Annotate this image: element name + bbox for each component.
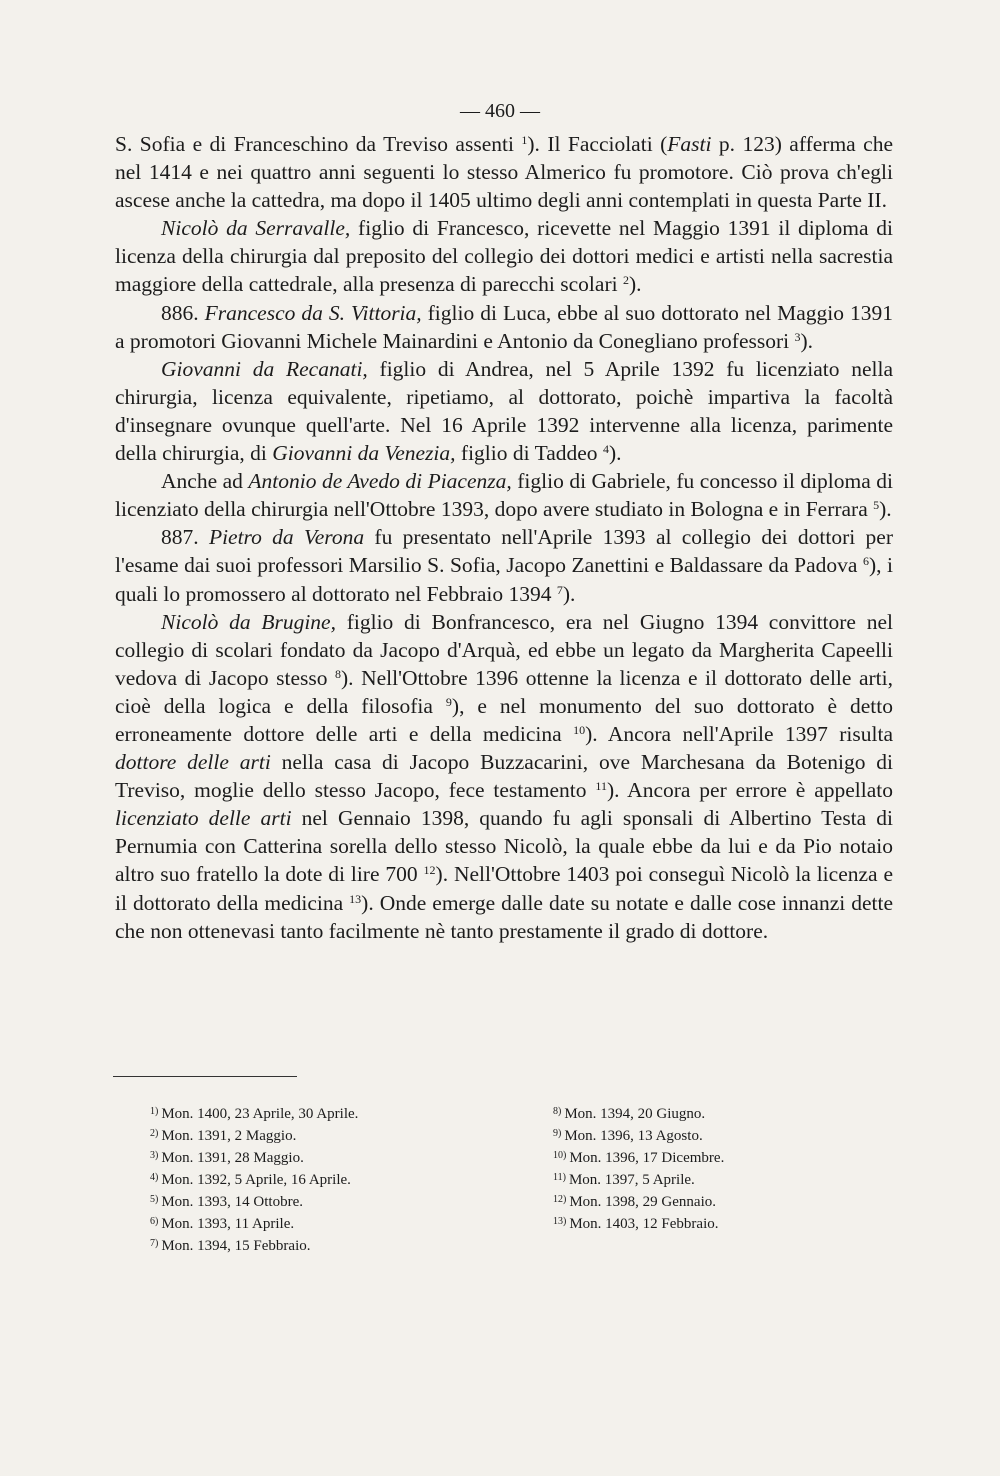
footnote xyxy=(553,1190,883,1212)
footnote-ref: 13 xyxy=(349,891,362,906)
italic-text: Pietro da Verona xyxy=(208,525,365,550)
footnote-text: Mon. 1403, 12 Febbraio. xyxy=(569,1216,719,1232)
footnote-ref: 6 xyxy=(862,554,869,569)
italic-text: Antonio de Avedo di Piacenza, xyxy=(248,469,512,494)
footnote xyxy=(553,1146,883,1168)
footnote-ref: 10 xyxy=(573,722,586,737)
footnotes-right-column xyxy=(553,1102,883,1234)
text-run: ). xyxy=(879,497,892,522)
footnote-text: Mon. 1394, 20 Giugno. xyxy=(564,1106,706,1122)
footnote-mark: 13) xyxy=(553,1216,567,1227)
footnote-mark: 4) xyxy=(150,1172,159,1183)
footnote xyxy=(150,1168,480,1190)
text-run: figlio di Andrea, nel 5 Aprile 1392 fu licenziato nella chirurgia, licenza equivalente, ripetiamo, al dottorato, poichè impartiva la facoltà d'insegnare ovunque quell'arte. Nel 16 Aprile 1392 intervenne alla licenza, parimente della chirurgia, di xyxy=(115,356,893,466)
footnote-ref: 7 xyxy=(556,582,563,597)
footnote-mark: 1) xyxy=(150,1106,159,1117)
footnote xyxy=(553,1102,883,1124)
text-run: figlio di Francesco, ricevette nel Maggio 1391 il diploma di licenza della chirurgia dal preposito del collegio dei dottori medici e artisti nella sacrestia maggiore della cattedrale, alla presenza di parecchi scolari xyxy=(115,216,894,297)
italic-text: Giovanni da Recanati, xyxy=(161,356,368,381)
italic-text: Francesco da S. Vittoria, xyxy=(204,300,422,325)
text-run: ), i quali lo promossero al dottorato nel Febbraio 1394 xyxy=(115,553,893,606)
text-run: ). xyxy=(562,581,576,606)
footnote-ref: 8 xyxy=(335,666,341,681)
italic-text: Nicolò da Serravalle, xyxy=(161,216,351,241)
text-run: ). Ancora nell'Aprile 1397 risulta xyxy=(585,721,894,746)
footnote-text: Mon. 1398, 29 Gennaio. xyxy=(569,1194,716,1210)
text-run: figlio di Gabriele, fu concesso il diploma di licenziato della chirurgia nell'Ottobre 1393, dopo avere studiato in Bologna e in Ferrara xyxy=(115,469,893,522)
italic-text: Nicolò da Brugine, xyxy=(161,609,336,634)
body-text xyxy=(115,130,893,945)
footnote-mark: 8) xyxy=(553,1106,562,1117)
footnote-mark: 10) xyxy=(553,1150,567,1161)
footnote-divider xyxy=(113,1076,297,1077)
footnote-mark: 3) xyxy=(150,1150,159,1161)
footnote-text: Mon. 1394, 15 Febbraio. xyxy=(161,1238,311,1254)
footnote xyxy=(150,1234,480,1256)
footnote-ref: 1 xyxy=(521,133,528,147)
paragraph xyxy=(115,608,893,945)
paragraph xyxy=(115,523,893,607)
footnote-mark: 11) xyxy=(553,1172,566,1183)
footnote-ref: 2 xyxy=(622,273,629,288)
footnote-ref: 4 xyxy=(602,442,609,457)
text-run: p. 123) afferma che nel 1414 e nei quattro anni seguenti lo stesso Almerico fu promotore. Ciò prova ch'egli ascese anche la cattedra, ma dopo il 1405 ultimo degli anni contemplati in questa Parte II. xyxy=(115,132,893,213)
footnote-text: Mon. 1391, 2 Maggio. xyxy=(161,1128,297,1144)
text-run: ). xyxy=(628,272,642,297)
footnote-mark: 2) xyxy=(150,1128,159,1139)
footnote xyxy=(553,1124,883,1146)
paragraph xyxy=(115,214,893,298)
footnote-text: Mon. 1400, 23 Aprile, 30 Aprile. xyxy=(161,1106,359,1122)
footnote-mark: 5) xyxy=(150,1194,159,1205)
page-number: — 460 — xyxy=(460,100,540,122)
paragraph xyxy=(115,130,893,214)
footnote-ref: 5 xyxy=(873,498,880,513)
text-run: 886. xyxy=(161,300,205,325)
text-run: 887. xyxy=(161,525,209,550)
text-run: ). Ancora per errore è appellato xyxy=(606,778,894,803)
footnote-ref: 3 xyxy=(794,329,801,344)
footnote-mark: 9) xyxy=(553,1128,562,1139)
text-run: ). Nell'Ottobre 1403 poi conseguì Nicolò la licenza e il dottorato della medicina xyxy=(115,862,893,915)
text-run: ). Nell'Ottobre 1396 ottenne la licenza e il dottorato delle arti, cioè della logica e della filosofia xyxy=(115,665,893,718)
text-run: Anche ad xyxy=(161,469,249,494)
text-run: figlio di Taddeo xyxy=(455,441,603,466)
footnote-text: Mon. 1391, 28 Maggio. xyxy=(161,1150,304,1166)
text-run: fu presentato nell'Aprile 1393 al collegio dei dottori per l'esame dai suoi professori Marsilio S. Sofia, Jacopo Zanettini e Baldassare da Padova xyxy=(115,525,893,578)
text-run: ). xyxy=(608,441,622,466)
text-run: ), e nel monumento del suo dottorato è detto erroneamente dottore delle arti e della medicina xyxy=(115,693,893,746)
italic-text: dottore delle arti xyxy=(115,750,271,775)
footnote-ref: 9 xyxy=(445,694,452,709)
footnote-mark: 7) xyxy=(150,1238,159,1249)
footnote-text: Mon. 1396, 17 Dicembre. xyxy=(569,1150,725,1166)
footnote xyxy=(150,1212,480,1234)
footnote-text: Mon. 1393, 11 Aprile. xyxy=(161,1216,295,1232)
footnote-text: Mon. 1392, 5 Aprile, 16 Aprile. xyxy=(161,1172,351,1188)
footnote-ref: 12 xyxy=(423,863,436,878)
paragraph xyxy=(115,467,893,523)
footnote-mark: 12) xyxy=(553,1194,567,1205)
footnote-mark: 6) xyxy=(150,1216,159,1227)
footnote xyxy=(150,1124,480,1146)
paragraph xyxy=(115,299,893,355)
text-run: nel Gennaio 1398, quando fu agli sponsali di Albertino Testa di Pernumia con Catterina sorella dello stesso Nicolò, la quale ebbe da lui e da Pio notaio altro suo fratello la dote di lire 700 xyxy=(115,806,893,887)
footnotes-left-column xyxy=(150,1102,480,1256)
footnote-text: Mon. 1397, 5 Aprile. xyxy=(568,1172,695,1188)
footnote xyxy=(150,1102,480,1124)
footnote xyxy=(553,1212,883,1234)
text-run: ). Il Facciolati ( xyxy=(527,132,668,156)
italic-text: Fasti xyxy=(667,132,712,156)
footnote-ref: 11 xyxy=(595,779,607,794)
text-run: nella casa di Jacopo Buzzacarini, ove Marchesana da Botenigo di Treviso, moglie dello stesso Jacopo, fece testamento xyxy=(115,750,894,803)
text-run: figlio di Luca, ebbe al suo dottorato nel Maggio 1391 a promotori Giovanni Michele Mainardini e Antonio da Conegliano professori xyxy=(115,300,893,353)
italic-text: Giovanni da Venezia, xyxy=(272,441,456,466)
footnote-text: Mon. 1393, 14 Ottobre. xyxy=(161,1194,304,1210)
footnote xyxy=(150,1190,480,1212)
italic-text: licenziato delle arti xyxy=(115,806,292,831)
footnote xyxy=(553,1168,883,1190)
text-run: S. Sofia e di Franceschino da Treviso assenti xyxy=(115,132,522,156)
text-run: ). xyxy=(800,328,814,353)
paragraph xyxy=(115,355,893,467)
footnote xyxy=(150,1146,480,1168)
text-run: figlio di Bonfrancesco, era nel Giugno 1394 convittore nel collegio di scolari fondato da Jacopo d'Arquà, ed ebbe un legato da Margherita Capeelli vedova di Jacopo stesso xyxy=(115,609,893,690)
footnote-text: Mon. 1396, 13 Agosto. xyxy=(564,1128,703,1144)
text-run: ). Onde emerge dalle date su notate e dalle cose innanzi dette che non ottenevasi tanto facilmente nè tanto prestamente il grado di dottore. xyxy=(115,890,894,943)
